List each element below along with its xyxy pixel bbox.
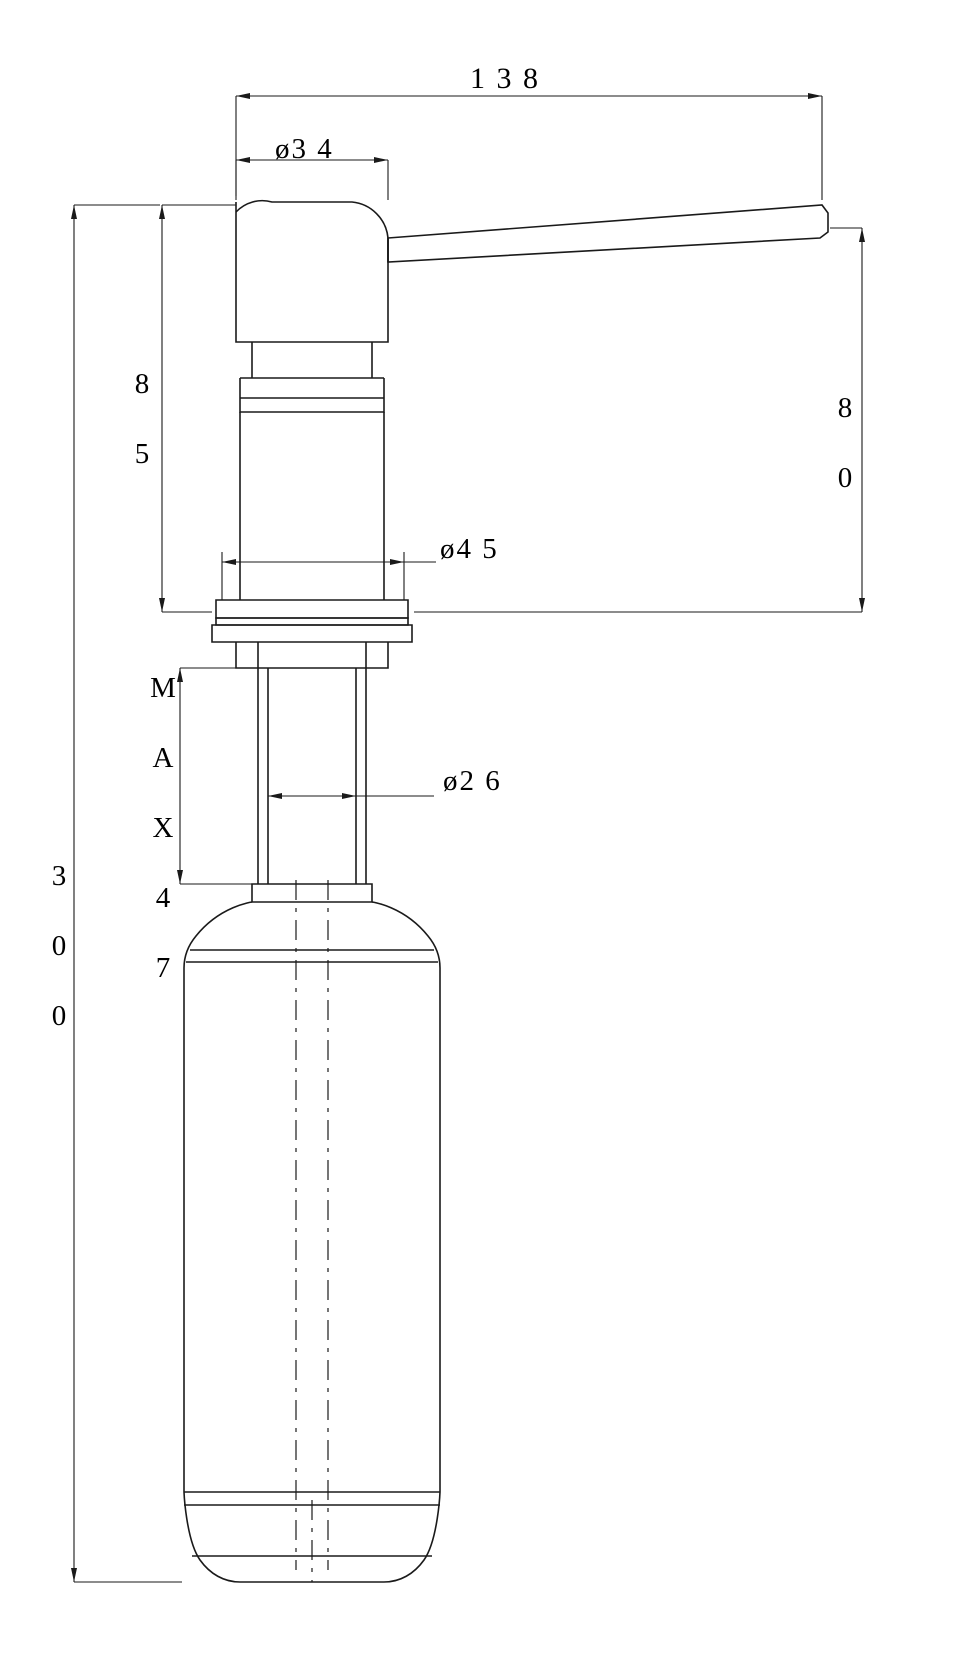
dimension-thread-max-label: M A X 4 7 <box>147 672 179 987</box>
dimension-top-diameter-label: ø3 4 <box>275 133 334 165</box>
dimension-thread-diameter-label: ø2 6 <box>443 765 502 797</box>
dimension-overall-length-label: 1 3 8 <box>470 62 540 95</box>
dimension-overall-height-label: 3 0 0 <box>43 860 75 1035</box>
dimension-spout-height-label: 8 0 <box>829 392 861 497</box>
dispenser-outline <box>184 201 828 1582</box>
dimension-collar-diameter-label: ø4 5 <box>440 533 499 565</box>
dimension-lines <box>74 96 862 1582</box>
dimension-pump-height-label: 8 5 <box>126 368 158 473</box>
